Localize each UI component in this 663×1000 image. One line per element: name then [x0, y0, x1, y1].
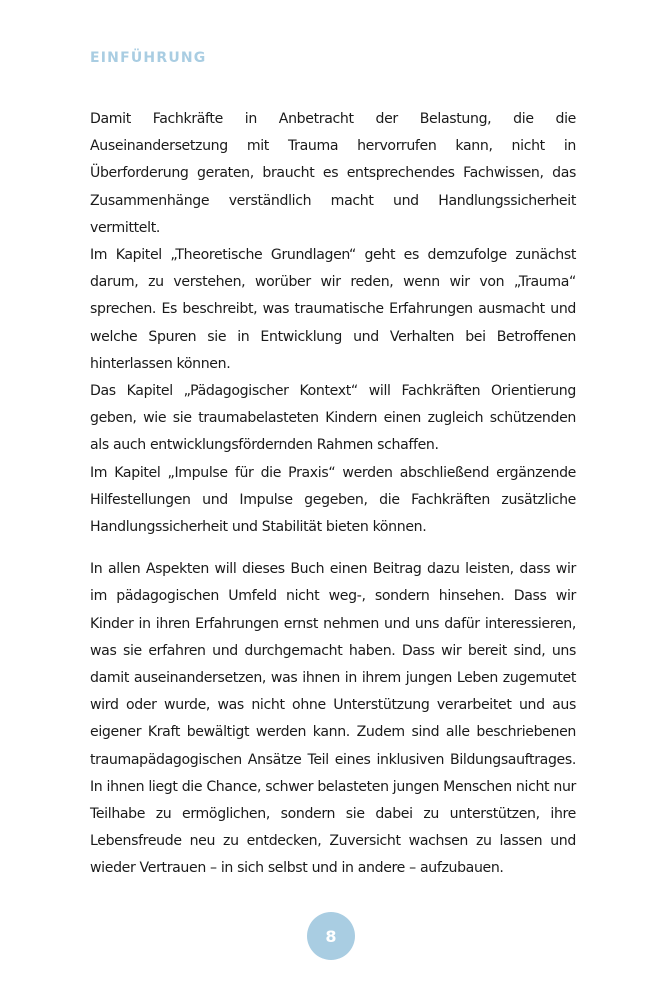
page-number: 8 [325, 926, 337, 946]
paragraph-gap [90, 541, 576, 556]
running-head: EINFÜHRUNG [90, 50, 207, 66]
paragraph-group-1 [90, 106, 576, 541]
page-number-badge [307, 912, 355, 960]
paragraph: In allen Aspekten will dieses Buch einen Beitrag dazu leisten, dass wir im pädagogischen Umfeld nicht weg-, sondern hinsehen. Dass wir Kinder in ihren Erfahrungen ernst nehmen und uns dafür interessieren, was sie erfahren und durchgemacht haben. Dass wir bereit sind, uns damit auseinandersetzen, was ihnen in ihrem jungen Leben zugemutet wird oder wurde, was nicht ohne Unterstützung verarbeitet und aus eigener Kraft bewältigt werden kann. Zudem sind alle beschriebenen traumapädagogischen Ansätze Teil eines inklusiven Bildungsauftrages. In ihnen liegt die Chance, schwer belasteten jungen Menschen nicht nur Teilhabe zu ermöglichen, sondern sie dabei zu unterstützen, ihre Lebensfreude neu zu entdecken, Zuversicht wachsen zu lassen und wieder Vertrauen – in sich selbst und in andere – aufzubauen. [90, 561, 576, 877]
body-text [90, 106, 576, 883]
paragraph: Im Kapitel „Theoretische Grundlagen“ geht es demzufolge zunächst darum, zu verstehen, worüber wir reden, wenn wir von „Trauma“ sprechen. Es beschreibt, was traumatische Erfahrungen ausmacht und welche Spuren sie in Entwicklung und Verhalten bei Betroffenen hinterlassen können. [90, 247, 576, 372]
paragraph: Das Kapitel „Pädagogischer Kontext“ will Fachkräften Orientierung geben, wie sie traumabelasteten Kindern einen zugleich schützenden als auch entwicklungsfördernden Rahmen schaffen. [90, 383, 576, 454]
paragraph: Im Kapitel „Impulse für die Praxis“ werden abschließend ergänzende Hilfestellungen und Impulse gegeben, die Fachkräften zusätzliche Handlungssicherheit und Stabilität bieten können. [90, 464, 576, 536]
paragraph: Damit Fachkräfte in Anbetracht der Belastung, die die Auseinandersetzung mit Trauma hervorrufen kann, nicht in Überforderung geraten, braucht es entsprechendes Fachwissen, das Zusammenhänge verständlich macht und Handlungssicherheit vermittelt. [90, 111, 576, 236]
paragraph-group-2 [90, 556, 576, 882]
